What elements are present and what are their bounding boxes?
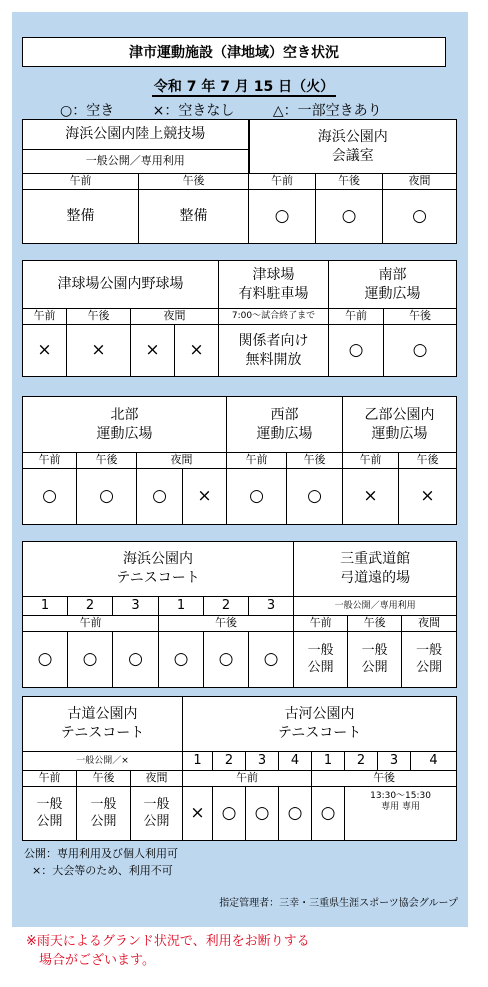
table-kaihin-track	[22, 119, 457, 244]
facility-name: 北部 運動広場	[23, 397, 227, 453]
period-header: 午前	[23, 174, 139, 190]
status-cell: ○	[384, 325, 457, 377]
status-cell: 一般 公開	[77, 786, 131, 840]
status-cell: 一般 公開	[402, 631, 457, 687]
status-cell: ○	[249, 631, 294, 687]
status-cell: ○	[316, 189, 383, 243]
legend-open: ○：空き	[60, 103, 115, 119]
status-cell: 整備	[23, 189, 139, 243]
period-header: 午後	[77, 770, 131, 786]
period-header: 午後	[159, 615, 294, 631]
period-header: 午前	[227, 453, 287, 469]
period-header: 午後	[312, 770, 457, 786]
court-number: 3	[249, 597, 294, 616]
period-header: 午前	[23, 615, 159, 631]
status-cell: 一般 公開	[131, 786, 183, 840]
note-open: 公開：専用利用及び個人利用可	[24, 847, 178, 860]
status-cell: ○	[159, 631, 204, 687]
period-header: 午後	[67, 309, 131, 325]
court-number: 2	[213, 752, 246, 771]
facility-name: 海浜公園内陸上競技場	[23, 120, 249, 150]
facility-name: 南部 運動広場	[329, 261, 457, 309]
period-header: 午後	[399, 453, 457, 469]
status-cell: ○	[312, 786, 345, 840]
status-cell: ○	[279, 786, 312, 840]
period-header: 午後	[316, 174, 383, 190]
status-cell: ○	[383, 189, 457, 243]
court-number: 4	[411, 752, 457, 771]
court-number: 4	[279, 752, 312, 771]
period-header: 午前	[23, 770, 77, 786]
title-text: 津市運動施設（津地域）空き状況	[129, 45, 339, 61]
court-number: 3	[378, 752, 411, 771]
period-header: 午前	[183, 770, 312, 786]
court-number: 2	[345, 752, 378, 771]
facility-name: 海浜公園内 会議室	[249, 120, 457, 174]
afternoon-note: 13:30～15:30 専用 専用	[370, 790, 431, 813]
status-cell: ○	[213, 786, 246, 840]
facility-name: 古道公園内 テニスコート	[23, 697, 183, 752]
legend-partial: △：一部空きあり	[272, 103, 382, 119]
status-cell: ×	[183, 786, 213, 840]
period-header: 午前	[23, 453, 77, 469]
facility-name: 古河公園内 テニスコート	[183, 697, 457, 752]
status-cell: ○	[204, 631, 249, 687]
usage-type: 一般公開／専用利用	[23, 150, 249, 174]
rain-warning: ※雨天によるグランド状況で、利用をお断りする 場合がございます。	[26, 934, 310, 968]
status-cell: ×	[131, 325, 175, 377]
facility-name: 海浜公園内 テニスコート	[23, 542, 294, 597]
period-header: 午後	[139, 174, 249, 190]
status-cell: 関係者向け 無料開放	[219, 325, 329, 377]
status-cell: ○	[227, 469, 287, 525]
period-header: 午前	[23, 309, 67, 325]
status-cell: ×	[67, 325, 131, 377]
table-hokubu-seibu-otobe	[22, 396, 457, 525]
period-header: 午後	[348, 615, 402, 631]
table-tsu-stadium	[22, 260, 457, 377]
status-cell: ○	[329, 325, 384, 377]
period-header: 夜間	[131, 770, 183, 786]
page-title	[22, 37, 446, 67]
period-header: 午前	[343, 453, 399, 469]
court-number: 2	[204, 597, 249, 616]
note-closed: ×：大会等のため、利用不可	[32, 864, 173, 877]
court-number: 1	[159, 597, 204, 616]
manager-credit: 指定管理者：三幸・三重県生涯スポーツ協会グループ	[219, 898, 458, 909]
court-number: 1	[183, 752, 213, 771]
period-header: 夜間	[137, 453, 227, 469]
date-text: 令和 7 年 7 月 15 日（火）	[153, 79, 335, 95]
court-number: 2	[68, 597, 113, 616]
facility-name: 乙部公園内 運動広場	[343, 397, 457, 453]
court-number: 3	[113, 597, 159, 616]
period-header: 午前	[294, 615, 348, 631]
status-cell: 一般 公開	[348, 631, 402, 687]
usage-type: 一般公開／専用利用	[294, 597, 457, 616]
status-cell: ○	[113, 631, 159, 687]
period-header: 夜間	[131, 309, 219, 325]
status-cell: 一般 公開	[294, 631, 348, 687]
facility-name: 津球場公園内野球場	[23, 261, 219, 309]
period-header: 午前	[329, 309, 384, 325]
facility-name: 津球場 有料駐車場	[219, 261, 329, 309]
period-header: 午後	[77, 453, 137, 469]
period-header: 夜間	[383, 174, 457, 190]
usage-type: 一般公開／×	[23, 752, 183, 771]
status-cell: 一般 公開	[23, 786, 77, 840]
status-cell: 整備	[139, 189, 249, 243]
status-cell: ○	[68, 631, 113, 687]
status-cell: ×	[175, 325, 219, 377]
status-cell: ×	[23, 325, 67, 377]
period-header: 午後	[384, 309, 457, 325]
facility-name: 西部 運動広場	[227, 397, 343, 453]
status-cell: ×	[343, 469, 399, 525]
period-header: 午前	[249, 174, 316, 190]
table-kodo-furukawa-tennis	[22, 696, 457, 841]
status-cell: ○	[287, 469, 343, 525]
status-cell: ○	[77, 469, 137, 525]
legend-none: ×：空きなし	[152, 103, 235, 119]
status-cell: ○	[23, 631, 68, 687]
facility-name: 三重武道館 弓道遠的場	[294, 542, 457, 597]
status-cell: ○	[137, 469, 183, 525]
period-header: 午後	[287, 453, 343, 469]
status-cell: ×	[183, 469, 227, 525]
period-header: 7:00～試合終了まで	[219, 309, 329, 325]
status-cell: ○	[23, 469, 77, 525]
status-cell: ○	[249, 189, 316, 243]
court-number: 3	[246, 752, 279, 771]
status-cell: ○	[246, 786, 279, 840]
legend	[60, 100, 416, 120]
status-cell: ×	[399, 469, 457, 525]
court-number: 1	[312, 752, 345, 771]
period-header: 夜間	[402, 615, 457, 631]
court-number: 1	[23, 597, 68, 616]
date-line	[0, 76, 488, 96]
table-kaihin-tennis-kyudo	[22, 541, 457, 688]
